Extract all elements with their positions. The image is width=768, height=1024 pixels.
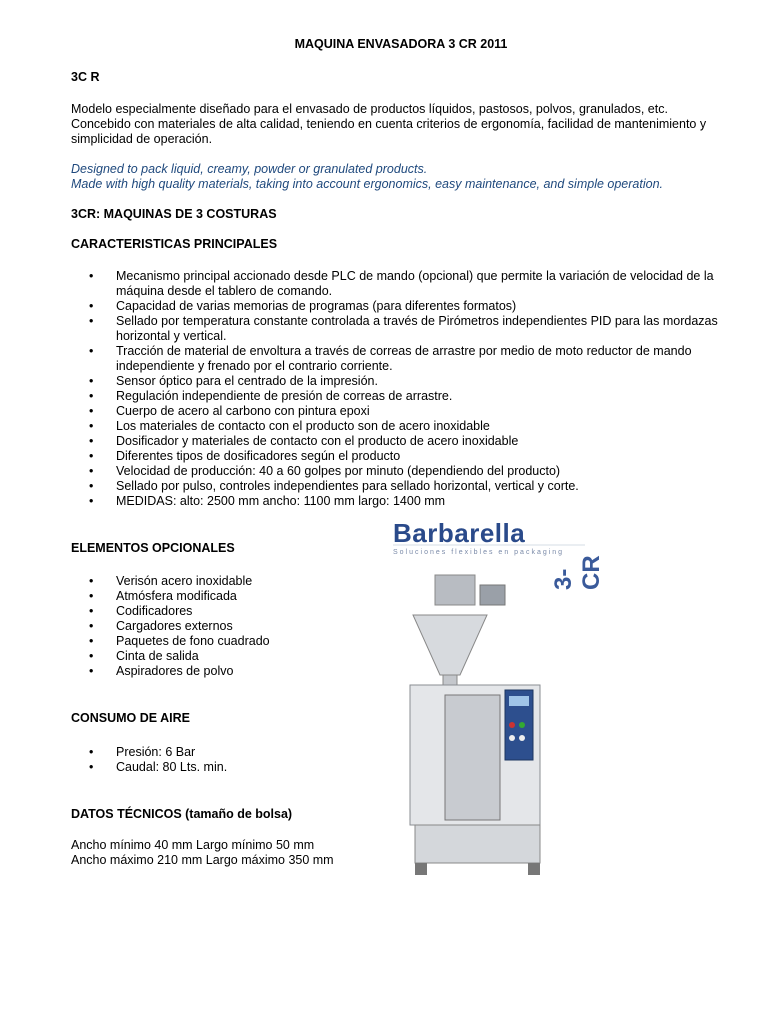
- control-button: [509, 722, 515, 728]
- control-button: [519, 735, 525, 741]
- intro-en-line: Designed to pack liquid, creamy, powder or granulated products.: [71, 162, 428, 176]
- feature-item: • Los materiales de contacto con el producto son de acero inoxidable: [71, 419, 731, 434]
- forming-tube: [445, 695, 500, 820]
- feature-item: • Cuerpo de acero al carbono con pintura epoxi: [71, 404, 731, 419]
- options-list: [71, 574, 371, 679]
- feature-item: • MEDIDAS: alto: 2500 mm ancho: 1100 mm largo: 1400 mm: [71, 494, 731, 509]
- option-item: • Paquetes de fono cuadrado: [71, 634, 371, 649]
- machine-foot: [415, 863, 427, 875]
- option-item: • Cargadores externos: [71, 619, 371, 634]
- tech-line: Ancho máximo 210 mm Largo máximo 350 mm: [71, 853, 334, 867]
- machine-illustration: [385, 510, 590, 885]
- control-button: [519, 722, 525, 728]
- machine-foot: [528, 863, 540, 875]
- air-item: • Caudal: 80 Lts. min.: [71, 760, 371, 775]
- air-item: • Presión: 6 Bar: [71, 745, 371, 760]
- dosing-hopper: [413, 615, 487, 675]
- option-item: • Aspiradores de polvo: [71, 664, 371, 679]
- features-heading: CARACTERISTICAS PRINCIPALES: [71, 237, 278, 251]
- machine-figure: [385, 510, 605, 885]
- intro-en-line: Made with high quality materials, taking into account ergonomics, easy maintenance, and simple operation.: [71, 177, 663, 191]
- tech-heading: DATOS TÉCNICOS (tamaño de bolsa): [71, 807, 293, 821]
- model-heading: 3C R: [71, 70, 100, 84]
- feature-item: • Sensor óptico para el centrado de la impresión.: [71, 374, 731, 389]
- tech-line: Ancho mínimo 40 mm Largo mínimo 50 mm: [71, 838, 315, 852]
- intro-en: [71, 162, 721, 192]
- features-list: [71, 269, 731, 509]
- intro-es-line: Modelo especialmente diseñado para el envasado de productos líquidos, pastosos, polvos, granulados, etc.: [71, 102, 668, 116]
- feature-item: • Tracción de material de envoltura a través de correas de arrastre por medio de moto reductor de mando independiente y frenado por el contrario corriente.: [71, 344, 731, 374]
- intro-es: [71, 102, 721, 147]
- feature-item: • Sellado por temperatura constante controlada a través de Pirómetros independientes PID para las mordazas horizontal y vertical.: [71, 314, 731, 344]
- control-display: [509, 696, 529, 706]
- option-item: • Codificadores: [71, 604, 371, 619]
- subtitle: 3CR: MAQUINAS DE 3 COSTURAS: [71, 207, 277, 221]
- motor-box: [480, 585, 505, 605]
- feature-item: • Diferentes tipos de dosificadores según el producto: [71, 449, 731, 464]
- feature-item: • Dosificador y materiales de contacto con el producto de acero inoxidable: [71, 434, 731, 449]
- air-list: [71, 745, 371, 775]
- option-item: • Cinta de salida: [71, 649, 371, 664]
- model-label: 3-CR: [550, 555, 605, 590]
- options-heading: ELEMENTOS OPCIONALES: [71, 541, 235, 555]
- option-item: • Atmósfera modificada: [71, 589, 371, 604]
- machine-base: [415, 825, 540, 863]
- control-button: [509, 735, 515, 741]
- intro-es-line: Concebido con materiales de alta calidad, teniendo en cuenta criterios de ergonomía, facilidad de mantenimiento y simplicidad de operación.: [71, 117, 707, 146]
- feature-item: • Regulación independiente de presión de correas de arrastre.: [71, 389, 731, 404]
- feature-item: • Sellado por pulso, controles independientes para sellado horizontal, vertical y corte.: [71, 479, 731, 494]
- brand-logo: Barbarella: [393, 518, 526, 548]
- document-title: MAQUINA ENVASADORA 3 CR 2011: [294, 37, 508, 51]
- feature-item: • Capacidad de varias memorias de programas (para diferentes formatos): [71, 299, 731, 314]
- feature-item: • Velocidad de producción: 40 a 60 golpes por minuto (dependiendo del producto): [71, 464, 731, 479]
- tech-data: [71, 838, 371, 868]
- motor-housing: [435, 575, 475, 605]
- feature-item: • Mecanismo principal accionado desde PLC de mando (opcional) que permite la variación de velocidad de la máquina desde el tablero de comando.: [71, 269, 731, 299]
- brand-tagline: Soluciones flexibles en packaging: [393, 549, 565, 556]
- option-item: • Verisón acero inoxidable: [71, 574, 371, 589]
- air-heading: CONSUMO DE AIRE: [71, 711, 190, 725]
